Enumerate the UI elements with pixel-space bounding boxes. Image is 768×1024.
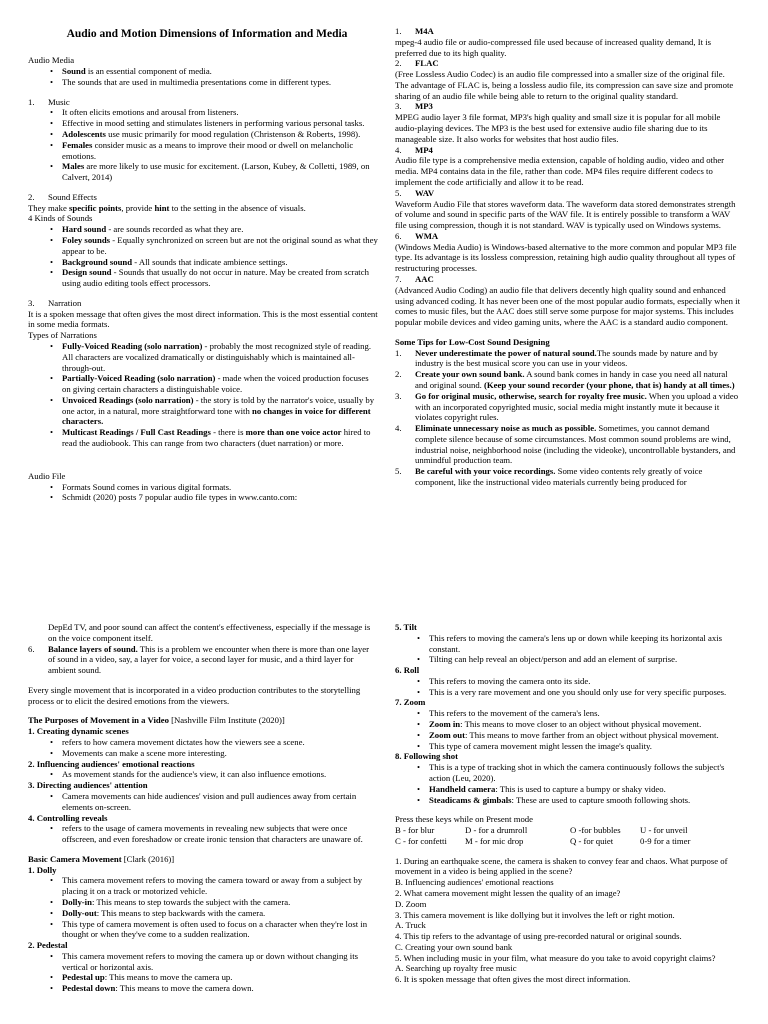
movement-intro: Every single movement that is incorporated in a video production contributes to the storytelling process or to elicit the desired emotions from the viewers.: [28, 684, 361, 706]
purpose-title: 4. Controlling reveals: [28, 812, 108, 823]
format-name: 1. M4A: [395, 26, 434, 36]
tips-heading: Some Tips for Low-Cost Sound Designing: [395, 336, 550, 347]
movement-title: 1. Dolly: [28, 864, 57, 875]
page2-left-column: [28, 622, 378, 994]
key-entry: M - for mic drop: [465, 835, 524, 846]
present-keys-grid: [395, 825, 740, 847]
movement-title: 7. Zoom: [395, 697, 426, 708]
key-entry: 0-9 for a timer: [640, 835, 691, 846]
following-list: [395, 762, 740, 805]
format-name: 4. MP4: [395, 144, 433, 155]
narration-types-list: [28, 341, 378, 449]
format-name: 7. AAC: [395, 273, 434, 284]
key-entry: Q - for quiet: [570, 835, 614, 846]
narration-heading: 3. Narration: [28, 297, 82, 308]
purpose-title: 1. Creating dynamic scenes: [28, 726, 129, 737]
purpose-title: 3. Directing audiences' attention: [28, 780, 148, 791]
list-item: • refers to the usage of camera movements in revealing new subjects that were once offscreen, and even foreshadow or create ironic tension that characters are unaware of.: [62, 823, 378, 845]
format-description: (Windows Media Audio) is Windows-based alternative to the more common and popular MP3 file type. Its advantage is its lossless compression, retaining high audio quality throughout all types of restructuring processes.: [395, 241, 737, 274]
list-item: • Steadicams & gimbals: These are used to capture smooth following shots.: [429, 795, 740, 806]
tips-list: [395, 348, 740, 488]
list-item: • Fully-Voiced Reading (solo narration) - probably the most recognized style of reading. All characters are vocalized dramatically or distinguishably which is maintained all-through-out.: [62, 341, 378, 373]
key-entry: D - for a drumroll: [465, 825, 528, 836]
quiz-section: [395, 856, 740, 985]
list-item: • Design sound - Sounds that usually do not occur in nature. May be created from scratch using audio editing tools effect processors.: [62, 267, 378, 289]
audio-file-list: [28, 482, 378, 504]
list-item: • This refers to moving the camera onto its side.: [429, 676, 740, 687]
pedestal-list: [28, 951, 378, 994]
audio-media-list: [28, 66, 378, 88]
format-name: 3. MP3: [395, 101, 433, 112]
audio-file-heading: Audio File: [28, 470, 66, 481]
key-entry: B - for blur: [395, 825, 435, 836]
list-item: • Dolly-in: This means to step towards the subject with the camera.: [62, 897, 378, 908]
list-item: • This is a very rare movement and one you should only use for very specific purposes.: [429, 687, 740, 698]
basic-movement-heading: Basic Camera Movement [Clark (2016)]: [28, 853, 175, 864]
format-name: 2. FLAC: [395, 58, 439, 69]
purpose-list: [28, 823, 378, 845]
format-name: 6. WMA: [395, 230, 439, 241]
list-item: • Handheld camera: This is used to capture a bumpy or shaky video.: [429, 784, 740, 795]
format-description: (Advanced Audio Coding) an audio file that delivers decently high quality sound and enhanced using advanced coding. It has never been one of the most popular audio formats, especially when it comes to music files, but the AAC does still serve some purpose for major systems. This includes popular mobile devices and video gaming units, where the AAC is a standard audio component.: [395, 284, 740, 328]
tip-item: 1. Never underestimate the power of natural sound.The sounds made by nature and by industry is the best musical score you can use in your videos.: [395, 347, 718, 369]
tip-continuation: DepEd TV, and poor sound can affect the content's effectiveness, especially if the message is on the voice component itself.: [48, 622, 371, 643]
list-item: • Dolly-out: This means to step backwards with the camera.: [62, 908, 378, 919]
list-item: • Females consider music as a means to improve their mood or dwell on melancholic emotions.: [62, 140, 378, 162]
format-name: 5. WAV: [395, 187, 435, 198]
kinds-of-sounds-label: 4 Kinds of Sounds: [28, 213, 93, 224]
list-item: • Hard sound - are sounds recorded as what they are.: [62, 224, 378, 235]
tip-item: 6. Balance layers of sound. This is a problem we encounter when there is more than one layer of sound in a video, say, a layer for voice, a second layer for music, and a third layer for ambient sound.: [28, 643, 369, 676]
list-item: • The sounds that are used in multimedia presentations come in different types.: [62, 77, 378, 88]
document-title: Audio and Motion Dimensions of Information and Media: [66, 28, 348, 40]
key-entry: C - for confetti: [395, 835, 447, 846]
quiz-answer: A. Truck: [395, 920, 426, 931]
tilt-list: [395, 633, 740, 665]
format-description: MPEG audio layer 3 file format, MP3's high quality and small size it is popular for all mobile audio-playing devices. The MP3 is the best used for extensive audio file sharing due to its manageable size. It also works for websites that host audio files.: [395, 112, 721, 144]
narration-intro: It is a spoken message that often gives the most direct information. This is the most essential content in some media formats.: [28, 308, 378, 330]
page1-left-column: [28, 26, 378, 503]
list-item: • Formats Sound comes in various digital formats.: [62, 482, 378, 493]
movement-title: 6. Roll: [395, 665, 420, 676]
list-item: • Pedestal up: This means to move the camera up.: [62, 972, 378, 983]
format-description: mpeg-4 audio file or audio-compressed file used because of increased quality demand, It is preferred due to its high quality.: [395, 36, 712, 58]
audio-media-heading: Audio Media: [28, 55, 75, 66]
purpose-title: 2. Influencing audiences' emotional reactions: [28, 758, 195, 769]
list-item: • This camera movement refers to moving the camera toward or away from a subject by placing it on a track or motorized vehicle.: [62, 875, 378, 897]
list-item: • This is a type of tracking shot in which the camera continuously follows the subject's action (Leu, 2020).: [429, 762, 740, 784]
list-item: • Sound is an essential component of media.: [62, 66, 378, 77]
quiz-answer: A. Searching up royalty free music: [395, 963, 517, 974]
tip-item: 5. Be careful with your voice recordings. Some video contents rely greatly of voice component, like the instructional video materials currently being produced for: [395, 466, 703, 488]
key-entry: U - for unveil: [640, 825, 688, 836]
movement-title: 2. Pedestal: [28, 940, 68, 951]
list-item: • This camera movement refers to moving the camera up or down without changing its vertical or horizontal axis.: [62, 951, 378, 973]
format-description: Waveform Audio File that stores waveform data. The waveform data stored demonstrates strength of volume and sound in specific parts of the WAV file. It is entirely possible to transform a WAV file using compression, though it is not standard. WAV is typically used on Windows systems.: [395, 198, 736, 231]
format-description: (Free Lossless Audio Codec) is an audio file compressed into a smaller size of the original file. The advantage of FLAC is, being a lossless audio file, its compression can save size and promote sharing of an audio file while being able to return to the original quality standard.: [395, 69, 734, 101]
list-item: • refers to how camera movement dictates how the viewers see a scene.: [62, 737, 378, 748]
list-item: • Tilting can help reveal an object/person and add an element of surprise.: [429, 654, 740, 665]
music-heading: 1. Music: [28, 96, 70, 107]
list-item: • Schmidt (2020) posts 7 popular audio file types in www.canto.com:: [62, 492, 378, 503]
quiz-question: 4. This tip refers to the advantage of using pre-recorded natural or original sounds.: [395, 931, 682, 942]
quiz-answer: B. Influencing audiences' emotional reactions: [395, 877, 554, 888]
list-item: • Camera movements can hide audiences' vision and pull audiences away from certain elements on-screen.: [62, 791, 378, 813]
list-item: • Males are more likely to use music for excitement. (Larson, Kubey, & Colletti, 1989, on Calvert, 2014): [62, 161, 378, 183]
sound-effects-heading: 2. Sound Effects: [28, 191, 97, 202]
list-item: • Unvoiced Readings (solo narration) - the story is told by the narrator's voice, usually by one actor, in a natural, more straightforward tone with no changes in voice for different characters.: [62, 395, 378, 427]
sound-kinds-list: [28, 224, 378, 289]
movement-title: 8. Following shot: [395, 751, 458, 762]
tip-item: 2. Create your own sound bank. A sound bank comes in handy in case you need all natural and original sound. (Keep your sound recorder (your phone, that is) handy at all times.): [395, 369, 735, 390]
list-item: • Pedestal down: This means to move the camera down.: [62, 983, 378, 994]
tip-item: 3. Go for original music, otherwise, search for royalty free music. When you upload a video with an incorporated copyrighted music, social media might instantly mute it because it violates copyright rules.: [395, 390, 739, 423]
list-item: • Partially-Voiced Reading (solo narration) - made when the voiced production focuses on giving certain characters a distinguishable voice.: [62, 373, 378, 395]
list-item: • Foley sounds - Equally synchronized on screen but are not the original sound as what they appear to be.: [62, 235, 378, 257]
page2-right-column: [395, 622, 740, 985]
quiz-question: 1. During an earthquake scene, the camera is shaken to convey fear and chaos. What purpose of movement in a video is being applied in the scene?: [395, 855, 728, 877]
list-item: • Zoom out: This means to move farther from an object without physical movement.: [429, 730, 740, 741]
quiz-answer: C. Creating your own sound bank: [395, 941, 513, 952]
page1-right-column: [395, 26, 740, 488]
list-item: • This type of camera movement might lessen the image's quality.: [429, 741, 740, 752]
present-keys-intro: Press these keys while on Present mode: [395, 814, 534, 825]
quiz-question: 2. What camera movement might lessen the quality of an image?: [395, 887, 621, 898]
roll-list: [395, 676, 740, 698]
types-of-narrations-label: Types of Narrations: [28, 330, 97, 341]
list-item: • This refers to moving the camera's lens up or down while keeping its horizontal axis constant.: [429, 633, 740, 655]
list-item: • Effective in mood setting and stimulates listeners in performing various personal tasks.: [62, 118, 378, 129]
list-item: • Adolescents use music primarily for mood regulation (Christenson & Roberts, 1998).: [62, 129, 378, 140]
key-entry: O -for bubbles: [570, 825, 621, 836]
audio-format-list: [395, 26, 740, 328]
sound-effects-intro: They make specific points, provide hint to the setting in the absence of visuals.: [28, 202, 306, 213]
zoom-list: [395, 708, 740, 751]
document-page-2: [0, 512, 768, 1024]
format-description: Audio file type is a comprehensive media extension, capable of holding audio, video and other media. MP4 contains data in the file, rather than code. MP4 files require different codecs to implement the code artificially and allow it to be read.: [395, 155, 725, 187]
tip-item: 4. Eliminate unnecessary noise as much as possible. Sometimes, you cannot demand complete silence because of some circumstances. Most common sound problems are wind, industrial noise, neighborhood noise (including the videoke), uncontrollable bystanders, and unmindful production team.: [395, 423, 736, 466]
movement-title: 5. Tilt: [395, 622, 417, 632]
list-item: • As movement stands for the audience's view, it can also influence emotions.: [62, 769, 378, 780]
purpose-list: [28, 769, 378, 780]
list-item: • This type of camera movement is often used to focus on a character when they're lost in thought or when they've come to a sudden realization.: [62, 919, 378, 941]
quiz-question: 6. It is spoken message that often gives the most direct information.: [395, 974, 631, 985]
quiz-answer: D. Zoom: [395, 898, 427, 909]
quiz-question: 3. This camera movement is like dollying but it involves the left or right motion.: [395, 909, 675, 920]
list-item: • Movements can make a scene more interesting.: [62, 748, 378, 759]
purpose-list: [28, 791, 378, 813]
dolly-list: [28, 875, 378, 940]
list-item: • Multicast Readings / Full Cast Readings - there is more than one voice actor hired to read the audiobook. This can range from two characters (duet narration) or more.: [62, 427, 378, 449]
list-item: • It often elicits emotions and arousal from listeners.: [62, 107, 378, 118]
quiz-question: 5. When including music in your film, what measure do you take to avoid copyright claims?: [395, 952, 716, 963]
list-item: • This refers to the movement of the camera's lens.: [429, 708, 740, 719]
purpose-list: [28, 737, 378, 759]
list-item: • Background sound - All sounds that indicate ambience settings.: [62, 257, 378, 268]
purposes-heading: The Purposes of Movement in a Video [Nashville Film Institute (2020)]: [28, 715, 285, 726]
list-item: • Zoom in: This means to move closer to an object without physical movement.: [429, 719, 740, 730]
music-list: [28, 107, 378, 182]
